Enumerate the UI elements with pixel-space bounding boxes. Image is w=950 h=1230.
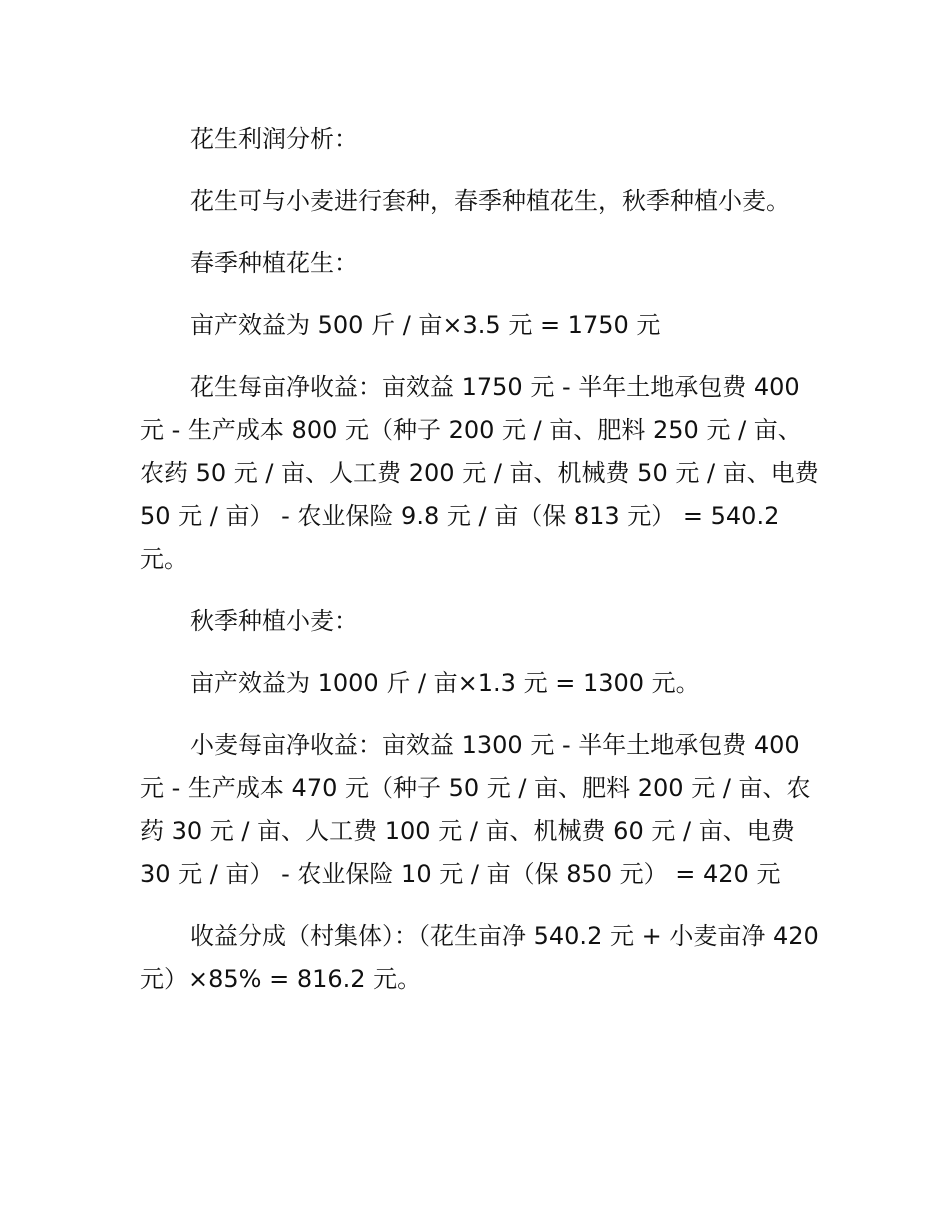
wheat-net-income-paragraph: 小麦每亩净收益：亩效益 1300 元 - 半年土地承包费 400 元 - 生产成本 470 元（种子 50 元 / 亩、肥料 200 元 / 亩、农药 30 元 / 亩、人工费 100 元 / 亩、机械费 60 元 / 亩、电费 30 元 / 亩） - 农业保险 10 元 / 亩（保 850 元） = 420 元: [140, 731, 811, 888]
peanut-net-income-paragraph: 花生每亩净收益：亩效益 1750 元 - 半年土地承包费 400 元 - 生产成本 800 元（种子 200 元 / 亩、肥料 250 元 / 亩、农药 50 元 / 亩、人工费 200 元 / 亩、机械费 50 元 / 亩、电费 50 元 / 亩） - 农业保险 9.8 元 / 亩（保 813 元） = 540.2 元。: [140, 373, 827, 573]
document-body: [140, 118, 827, 1020]
intercropping-paragraph: 花生可与小麦进行套种，春季种植花生，秋季种植小麦。: [190, 187, 790, 215]
peanut-yield-paragraph: 亩产效益为 500 斤 / 亩×3.5 元 = 1750 元: [190, 311, 661, 339]
subheading-autumn-wheat: 秋季种植小麦：: [190, 607, 358, 635]
subheading-spring-peanut: 春季种植花生：: [190, 249, 358, 277]
wheat-yield-paragraph: 亩产效益为 1000 斤 / 亩×1.3 元 = 1300 元。: [190, 669, 700, 697]
section-heading-peanut-profit: 花生利润分析：: [190, 125, 358, 153]
income-share-paragraph: 收益分成（村集体）：（花生亩净 540.2 元 + 小麦亩净 420 元）×85% = 816.2 元。: [140, 922, 827, 993]
